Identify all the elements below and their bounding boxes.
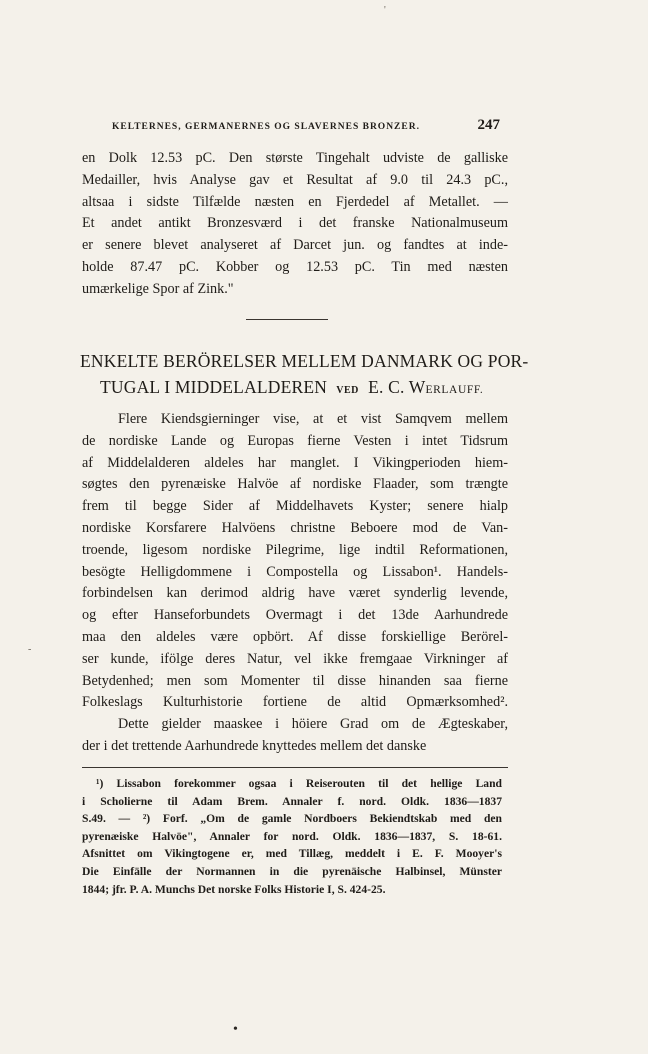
heading-line-2 bbox=[80, 374, 512, 404]
paragraph2-line: Flere Kiendsgierninger vise, at et vist Samqvem mellem bbox=[118, 411, 508, 427]
running-head bbox=[112, 117, 500, 134]
heading-ved: VED bbox=[336, 385, 359, 396]
running-head-title: KELTERNES, GERMANERNES OG SLAVERNES BRONZER. bbox=[112, 122, 420, 132]
paragraph2-line: der i det trettende Aarhundrede knyttedes mellem det danske bbox=[82, 737, 427, 754]
scan-mark: ' bbox=[384, 5, 386, 16]
paragraph2-line: søgtes den pyrenæiske Halvöe af nordiske Flaader, som trængte bbox=[82, 476, 508, 493]
footnote-line: S.49. — ²) Forf. „Om de gamle Nordboers Bekiendtskab med den bbox=[82, 812, 502, 826]
article-heading bbox=[80, 348, 529, 404]
footnote-line: pyrenæiske Halvöe", Annaler for nord. Oldk. 1836—1837, S. 18-61. bbox=[82, 829, 502, 843]
paragraph2-line: af Middelalderen aldeles har manglet. I Vikingperioden hiem- bbox=[82, 454, 508, 471]
page-number: 247 bbox=[477, 117, 500, 133]
paragraph2-line: Betydenhed; men som Momenter til disse hinanden saa fierne bbox=[82, 672, 508, 689]
footnote-rule bbox=[82, 767, 508, 768]
footnote-line: ¹) Lissabon forekommer ogsaa i Reiserouten til det hellige Land bbox=[96, 777, 502, 790]
paragraph1-line: Et andet antikt Bronzesværd i det franske Nationalmuseum bbox=[82, 215, 508, 232]
heading-title-end: TUGAL I MIDDELALDEREN bbox=[100, 377, 328, 397]
paragraph2-line: frem til begge Sider af Middelhavets Kyster; senere hialp bbox=[82, 498, 508, 515]
footnotes bbox=[82, 775, 502, 898]
heading-line-1: ENKELTE BERÖRELSER MELLEM DANMARK OG POR- bbox=[80, 351, 529, 371]
paragraph1-line: umærkelige Spor af Zink." bbox=[82, 280, 234, 297]
footnote-line: Afsnittet om Vikingtogene er, med Tillæg, meddelt i E. F. Mooyer's bbox=[82, 847, 502, 861]
paragraph2-line: besögte Helligdommene i Compostella og Lissabon¹. Handels- bbox=[82, 563, 508, 580]
paragraph1-line: er senere blevet analyseret af Darcet jun. og fandtes at inde- bbox=[82, 237, 508, 254]
author-name-rest: ERLAUFF. bbox=[425, 384, 484, 396]
paragraph2-line: troende, ligesom nordiske Pilegrime, lige indtil Reformationen, bbox=[82, 541, 508, 558]
author-initials: E. C. W bbox=[368, 377, 426, 397]
paragraph1-line: Medailler, hvis Analyse gav et Resultat af 9.0 til 24.3 pC., bbox=[82, 171, 508, 188]
footnote-line: i Scholierne til Adam Brem. Annaler f. nord. Oldk. 1836—1837 bbox=[82, 794, 502, 808]
section-divider bbox=[246, 319, 328, 320]
paragraph1-line: altsaa i sidste Tilfælde næsten en Fjerdedel af Metallet. — bbox=[82, 193, 508, 210]
footnote-line: Die Einfälle der Normannen in die pyrenäische Halbinsel, Münster bbox=[82, 864, 502, 878]
paragraph2-line: Dette gielder maaskee i höiere Grad om de Ægteskaber, bbox=[118, 716, 508, 733]
paragraph2-line: og efter Hanseforbundets Overmagt i det 13de Aarhundrede bbox=[82, 607, 508, 624]
scan-mark: - bbox=[28, 644, 32, 655]
paragraph1-line: en Dolk 12.53 pC. Den største Tingehalt udviste de galliske bbox=[82, 150, 508, 166]
paragraph1-line: holde 87.47 pC. Kobber og 12.53 pC. Tin med næsten bbox=[82, 258, 508, 275]
paragraph2-line: Folkeslags Kulturhistorie fortiene de altid Opmærksomhed². bbox=[82, 694, 508, 711]
scan-dot: • bbox=[233, 1022, 238, 1037]
article-body-paragraph bbox=[82, 409, 508, 758]
paragraph2-line: de nordiske Lande og Europas fierne Vesten i intet Tidsrum bbox=[82, 432, 508, 449]
paragraph-continued bbox=[82, 148, 508, 301]
paragraph2-line: ser kunde, ifölge deres Natur, vel ikke fremgaae Virkninger af bbox=[82, 650, 508, 667]
paragraph2-line: maa den aldeles være opbört. Af disse forskiellige Berörel- bbox=[82, 628, 508, 645]
paragraph2-line: forbindelsen kan derimod aldrig have været synderlig levende, bbox=[82, 585, 508, 602]
footnote-line: 1844; jfr. P. A. Munchs Det norske Folks Historie I, S. 424-25. bbox=[82, 882, 386, 896]
paragraph2-line: nordiske Korsfarere Halvöens christne Beboere mod de Van- bbox=[82, 519, 508, 536]
